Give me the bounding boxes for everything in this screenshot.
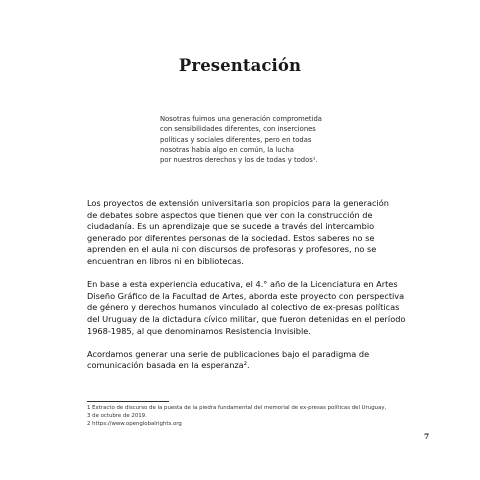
paragraph <box>87 279 427 337</box>
epigraph-line: con sensibilidades diferentes, con inserciones <box>160 125 316 134</box>
text-line: Los proyectos de extensión universitaria son propicios para la generación <box>87 198 389 208</box>
footnotes <box>87 404 427 429</box>
text-line: 1968-1985, al que denominamos Resistencia Invisible. <box>87 325 311 336</box>
text-line: En base a esta experiencia educativa, el 4.° año de la Licenciatura en Artes <box>87 279 398 290</box>
text-line: Diseño Gráfico de la Facultad de Artes, aborda este proyecto con perspectiva <box>87 290 405 301</box>
footnote-line: 1 Extracto de discurso de la puesta de la piedra fundamental del memorial de ex-presas políticas del Uruguay, <box>87 405 387 411</box>
footnote-line: 2 https://www.openglobalrights.org <box>87 421 182 428</box>
epigraph-line: Nosotras fuimos una generación comprometida <box>160 115 322 123</box>
page-title: Presentación <box>178 56 302 75</box>
page-number: 7 <box>424 432 430 441</box>
epigraph-quote <box>160 114 390 165</box>
text-line: de género y derechos humanos vinculado al colectivo de ex-presas políticas <box>87 302 400 313</box>
footnote-line: 3 de octubre de 2019. <box>87 413 147 420</box>
text-line: del Uruguay de la dictadura cívico militar, que fueron detenidas en el período <box>87 313 406 324</box>
paragraph <box>87 349 427 372</box>
text-line: encuentran en libros ni en bibliotecas. <box>87 255 244 266</box>
text-line: generado por diferentes personas de la sociedad. Estos saberes no se <box>87 232 375 243</box>
text-line: comunicación basada en la esperanza². <box>87 360 250 371</box>
epigraph-line: nosotras había algo en común, la lucha <box>160 145 294 154</box>
footnote-divider <box>87 401 169 402</box>
epigraph-line: políticas y sociales diferentes, pero en todas <box>160 135 312 144</box>
paragraph <box>87 198 427 268</box>
epigraph-line: por nuestros derechos y los de todas y todos¹. <box>160 156 318 165</box>
text-line: Acordamos generar una serie de publicaciones bajo el paradigma de <box>87 348 370 359</box>
text-line: ciudadanía. Es un aprendizaje que se sucede a través del intercambio <box>87 221 375 232</box>
text-line: de debates sobre aspectos que tienen que ver con la construcción de <box>87 209 373 220</box>
body-text <box>87 198 427 384</box>
text-line: aprenden en el aula ni con discursos de profesoras y profesores, no se <box>87 244 377 255</box>
